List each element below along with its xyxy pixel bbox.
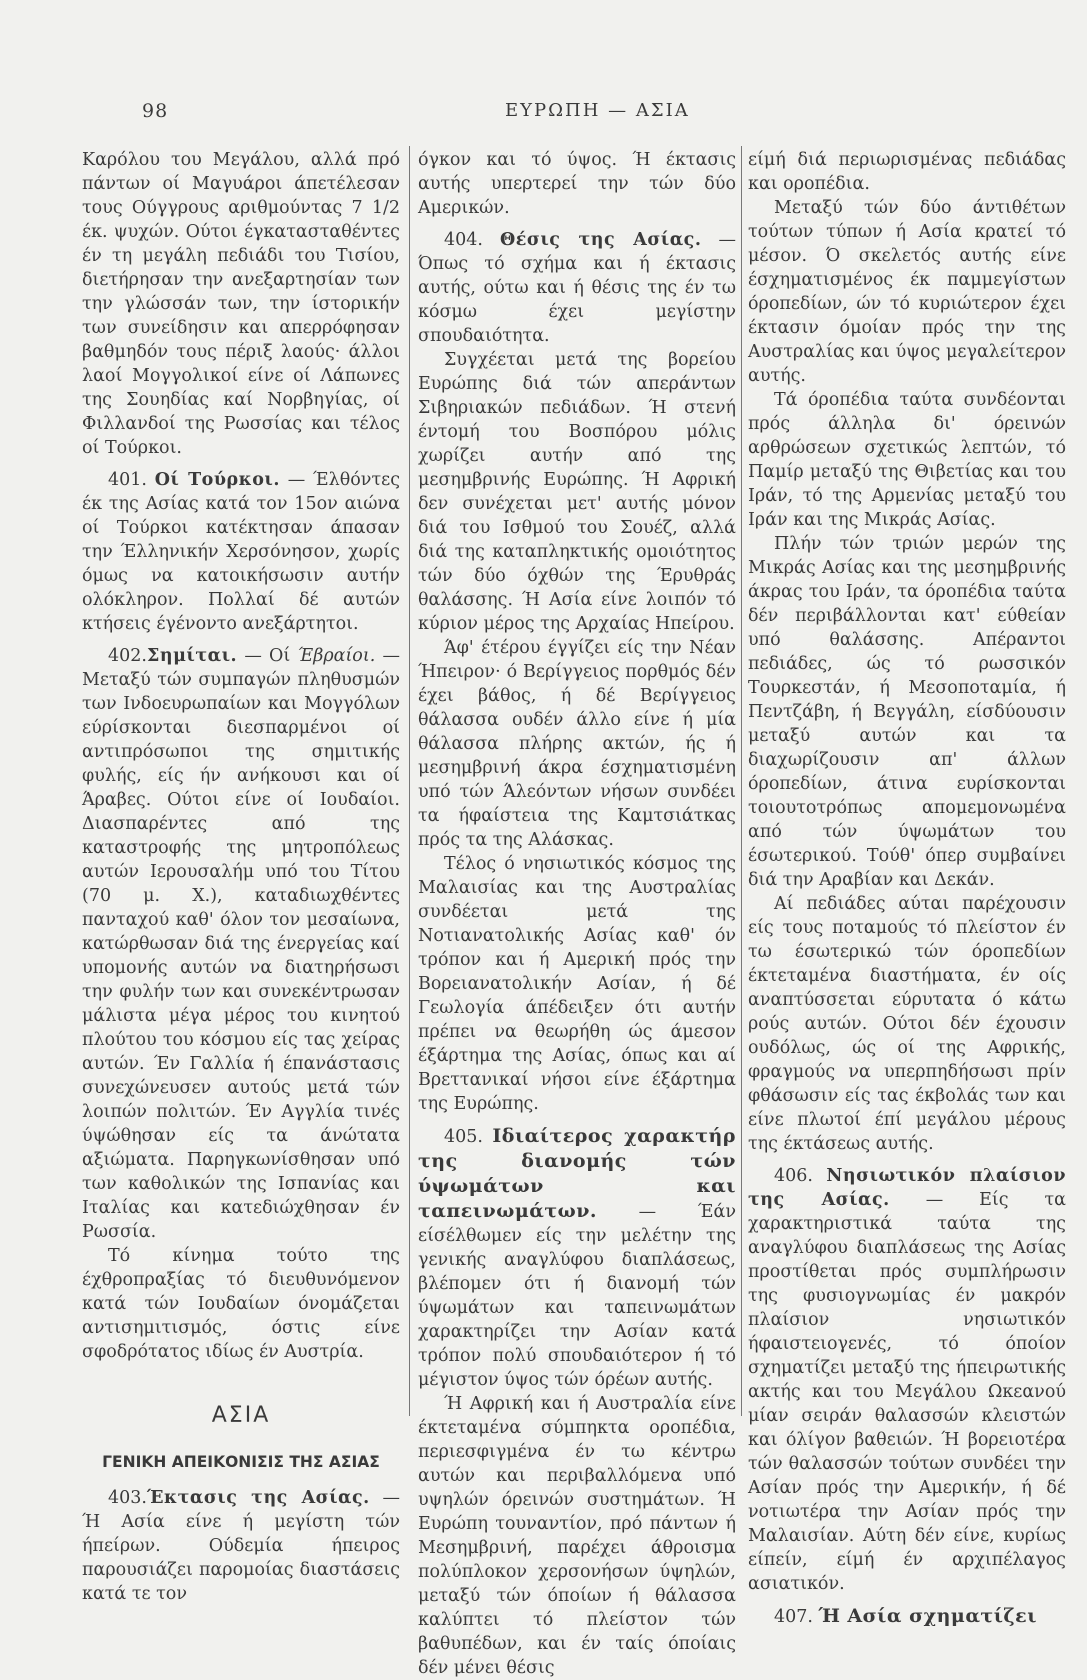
section-number: 405. [444,1127,483,1147]
page-number: 98 [142,100,169,122]
section-heading: Έκτασις της Ασίας. [146,1488,370,1508]
paragraph-connections: Συγχέεται μετά της βορείου Ευρώπης διά τών απεράντων Σιβηριακών πεδιάδων. Ή στενή έντομή του Βοσπόρου μόλις χωρίζει αυτήν από της μεσημβρινής Ευρώπης. Ή Αφρική δεν συνέχεται μετ' αυτής μόνον διά του Ισθμού του Σουέζ, αλλά διά της καταπληκτικής ομοιότητος τών δύο όχθών της Έρυθράς θαλάσσης. Ή Ασία είνε λοιπόν τό κύριον μέρος της Αρχαίας Ηπείρου. [418,350,736,634]
section-heading: Ή Ασία σχηματίζει [818,1605,1037,1627]
section-401 [82,468,400,636]
section-403 [82,1486,400,1606]
paragraph-bering: Άφ' έτέρου έγγίζει είς την Νέαν Ήπειρον· ό Βερίγγειος πορθμός δέν έχει βάθος, ή δέ Βερίγγειος θάλασσα ουδέν άλλο είνε ή μία θάλασσα πλήρης ακτών, ής ή μεσημβρινή άκρα έσχηματισμένη υπό τών Άλεόντων νήσων συνδέει τα ήφαίστεια της Καμτσιάτκας πρός τα της Αλάσκας. [418,638,736,850]
paragraph-plateaus: Τά όροπέδια ταύτα συνδέονται πρός άλληλα δι' όρεινών αρθρώσεων σχετικώς λεπτών, τό Παμίρ μεταξύ της Θιβετίας και του Ιράν, τό της Αρμενίας μεταξύ του Ιράν και της Μικράς Ασίας. [748,390,1066,530]
section-text: — Μεταξύ τών συμπαγών πληθυσμών των Ινδοευρωπαίων και Μογγόλων εύρίσκονται διεσπαρμένοι οί αντιπρόσωποι της σημιτικής φυλής, είς ήν ανήκουσι και οί Άραβες. Ούτοι είνε οί Ιουδαίοι. Διασπαρέντες από της καταστροφής της μητροπόλεως αυτών Ιερουσαλήμ υπό του Τίτου (70 μ. Χ.), καταδιωχθέντες πανταχού καθ' όλον τον μεσαίωνα, κατώρθωσαν διά της ένεργείας καί υπομονής αυτών να διατηρήσωσι την φυλήν των και συνεκέντρωσαν μάλιστα μέγα μέρος του κινητού πλούτου του κόσμου είς τας χείρας αυτών. Έν Γαλλία ή έπανάστασις συνεχώνευσεν αυτούς μετά τών λοιπών πολιτών. Έν Αγγλία τινές ύψώθησαν είς τα άνώτατα αξιώματα. Παρηγκωνίσθησαν υπό των καθολικών της Ισπανίας και Ιταλίας και κατεδιώχθησαν έν Ρωσσία. [82,646,400,1242]
paragraph-continuation: είμή διά περιωρισμένας πεδιάδας και οροπέδια. [748,150,1066,194]
section-406 [748,1164,1066,1596]
section-number: 402. [108,646,147,666]
paragraph-malaysia: Τέλος ό νησιωτικός κόσμος της Μαλαισίας και της Αυστραλίας συνδέεται μετά της Νοτιανατολικής Ασίας καθ' όν τρόπον και ή Αμερική πρός την Βορειανατολικήν Ασίαν, ή δέ Γεωλογία άπέδειξεν ότι αυτήν πρέπει να θεωρήθη ώς άμεσον έξάρτημα της Ασίας, όπως και αί Βρεττανικαί νήσοι είνε έξάρτημα της Ευρώπης. [418,854,736,1114]
paragraph-africa-australia: Ή Αφρική και ή Αυστραλία είνε έκτεταμένα σύμπηκτα οροπέδια, περιεσφιγμένα έν τω κέντρω αυτών και περιβαλλόμενα υπό υψηλών όρεινών συστημάτων. Ή Ευρώπη τουναντίον, πρό πάντων ή Μεσημβρινή, παρέχει άθροισμα πολύπλοκον χερσονήσων ύψηλών, μεταξύ τών όποίων ή θάλασσα καλύπτει τό πλείστον τών βαθυπέδων, και έν ταίς όποίαις δέν μένει θέσις [418,1394,736,1678]
section-text: — Ή Ασία είνε ή μεγίστη τών ήπείρων. Ούδεμία ήπειρος παρουσιάζει παρομοίας διαστάσεις κατά τε τον [82,1488,400,1604]
paragraph-rivers: Αί πεδιάδες αύται παρέχουσιν είς τους ποταμούς τό πλείστον έν τω έσωτερικώ τών όροπεδίων έκτεταμένα διαστήματα, έν οίς αναπτύσσεται εύρυτατα ό κάτω ρούς αυτών. Ούτοι δέν έχουσιν ουδόλως, ώς οί της Αφρικής, φραγμούς να υπερπηδήσωσι πρίν φθάσωσιν είς τας έκβολάς των και είνε πλωτοί έπί μεγάλου μέρους της έκτάσεως αυτής. [748,894,1066,1154]
section-heading: Θέσις της Ασίας. [500,230,702,250]
paragraph-magyars: Καρόλου του Μεγάλου, αλλά πρό πάντων οί Μαγυάροι άπετέλεσαν τους Ούγγρους αριθμούντας 7 1/2 έκ. ψυχών. Ούτοι έγκατασταθέντες έν τη μεγάλη πεδιάδι του Τισίου, διετήρησαν την ανεξαρτησίαν των την γλώσσάν των, την ίστορικήν των συνείδησιν και απερρόφησαν βαθμηδόν τους πέριξ λαούς· άλλοι λαοί Μογγολικοί είνε οί Λάπωνες της Σουηδίας καί Νορβηγίας, οί Φιλλανδοί της Ρωσσίας και τέλος οί Τούρκοι. [82,150,400,458]
section-402 [82,644,400,1244]
section-heading: Ιδιαίτερος χαρακτήρ της διανομής τών ύψωμάτων και ταπεινωμάτων. [418,1125,736,1222]
column-rule-right [741,146,742,1416]
chapter-subheading: ΓΕΝΙΚΗ ΑΠΕΙΚΟΝΙΣΙΣ ΤΗΣ ΑΣΙΑΣ [102,1453,380,1471]
section-subheading: Έβραίοι. [297,646,376,666]
section-text: — Είς τα χαρακτηριστικά ταύτα της αναγλύφου διαπλάσεως της Ασίας προστίθεται πρός συμπλήρωσιν της φυσιογνωμίας έν μακρόν πλαίσιον νησιωτικόν ήφαιστειογενές, τό όποίον σχηματίζει μεταξύ της ήπειρωτικής ακτής και του Μεγάλου Ωκεανού μίαν σειράν θαλασσών κλειστών και όλίγον βαθειών. Ή βορειοτέρα τών θαλασσών τούτων συνδέει την Ασίαν πρός την Αμερικήν, ή δέ νοτιωτέρα την Ασίαν πρός την Μαλαισίαν. Αύτη δέν είνε, κυρίως είπείν, είμή έν αρχιπέλαγος ασιατικόν. [748,1190,1066,1594]
paragraph-skeleton: Μεταξύ τών δύο άντιθέτων τούτων τύπων ή Ασία κρατεί τό μέσον. Ό σκελετός αυτής είνε έσχηματισμένος έκ παμμεγίστων όροπεδίων, ών τό κυριώτερον έχει έκτασιν όμοίαν πρός την της Αυστραλίας και ύψος μεγαλείτερον αυτής. [748,198,1066,386]
column-left [82,148,400,1606]
column-rule-left [409,146,410,1416]
section-number: 401. [108,470,147,490]
section-text: — Έάν είσέλθωμεν είς την μελέτην της γενικής αναγλύφου διαπλάσεως, βλέπομεν ότι ή διανομή τών ύψωμάτων και ταπεινωμάτων χαρακτηρίζει την Ασίαν κατά τρόπον πολύ σπουδαιότερον ή τό μέγιστον ύψος τών όρέων αυτής. [418,1202,736,1390]
page-header [0,100,1087,130]
paragraph-plains: Πλήν τών τριών μερών της Μικράς Ασίας και της μεσημβρινής άκρας του Ιράν, τα όροπέδια ταύτα δέν περιβάλλονται κατ' εύθείαν υπό θαλάσσης. Απέραντοι πεδιάδες, ώς τό ρωσσικόν Τουρκεστάν, ή Μεσοποταμία, ή Πεντζάβη, ή Βεγγάλη, είσδύουσιν μεταξύ αυτών και τα διαχωρίζουσιν απ' άλλων όροπεδίων, άτινα ευρίσκονται τοιουτοτρόπως απομεμονωμένα από τών ύψωμάτων του έσωτερικού. Τούθ' όπερ συμβαίνει διά την Αραβίαν και Δεκάν. [748,534,1066,890]
section-number: 403. [108,1488,147,1508]
section-number: 407. [774,1607,813,1627]
paragraph-antisemitism: Τό κίνημα τούτο της έχθροπραξίας τό διευθυνόμενον κατά τών Ιουδαίων όνομάζεται αντισημιτισμός, όστις είνε σφοδρότατος ιδίως έν Αυστρία. [82,1246,400,1362]
section-405 [418,1124,736,1392]
section-heading: Σημίται. [146,646,238,666]
section-text: — Έλθόντες έκ της Ασίας κατά τον 15ον αιώνα οί Τούρκοι κατέκτησαν άπασαν την Έλληνικήν Χερσόνησον, χωρίς όμως να κατοικήσωσιν αυτήν ολόκληρον. Πολλαί δέ αυτών κτήσεις έγένοντο ανεξάρτητοι. [82,470,400,634]
column-middle [418,148,736,1680]
column-right [748,148,1066,1629]
section-404 [418,228,736,348]
section-407 [748,1604,1066,1629]
section-text: — Όπως τό σχήμα και ή έκτασις αυτής, ούτω και ή θέσις της έν τω κόσμω έχει μεγίστην σπουδαιότητα. [418,230,736,346]
chapter-title: ΑΣΙΑ [211,1403,271,1428]
running-title: ΕΥΡΩΠΗ — ΑΣΙΑ [505,100,690,121]
section-heading: Οί Τούρκοι. [154,470,280,490]
section-number: 406. [774,1166,813,1186]
section-dash: — Οί [244,646,291,666]
paragraph-continuation: όγκον και τό ύψος. Ή έκτασις αυτής υπερτερεί την τών δύο Αμερικών. [418,150,736,218]
section-number: 404. [444,230,483,250]
section-heading: Νησιωτικόν πλαίσιον της Ασίας. [748,1166,1066,1210]
